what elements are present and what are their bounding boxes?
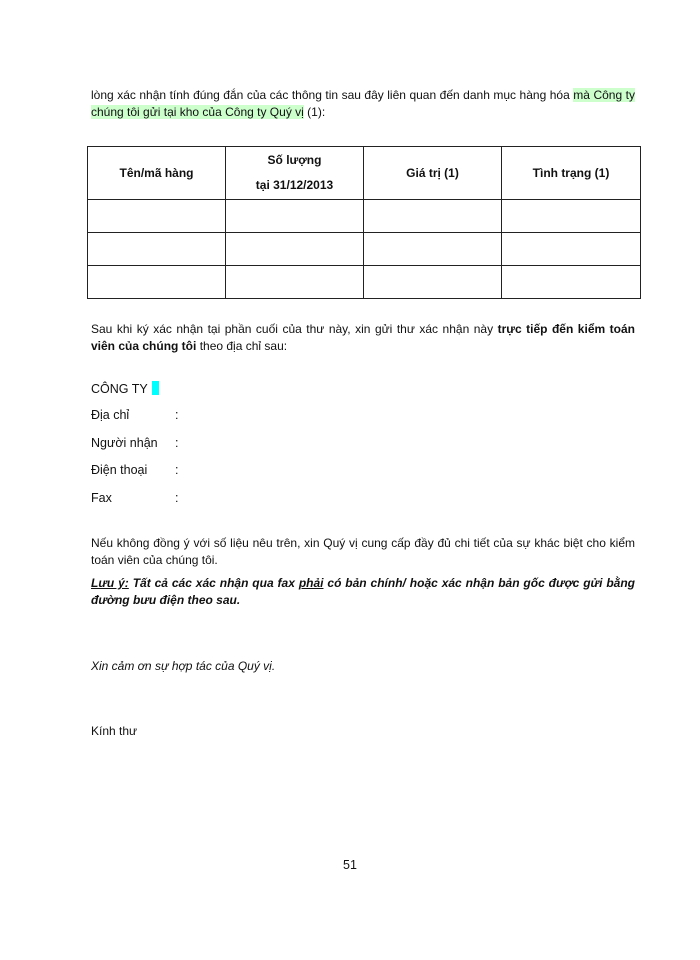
intro-paragraph xyxy=(91,87,635,121)
table-cell xyxy=(88,266,226,299)
recipient-field-row xyxy=(91,436,178,450)
goods-table xyxy=(87,146,641,299)
table-row xyxy=(88,233,641,266)
instruction-text-end: theo địa chỉ sau: xyxy=(196,339,288,353)
page-number: 51 xyxy=(343,858,357,872)
recipient-label: Người nhận xyxy=(91,436,158,450)
address-separator: : xyxy=(175,408,179,422)
header-quantity-line2: tại 31/12/2013 xyxy=(255,178,334,192)
company-line xyxy=(91,381,159,396)
phone-label: Điện thoại xyxy=(91,463,148,477)
table-row xyxy=(88,200,641,233)
note-label: Lưu ý: xyxy=(91,576,129,590)
fax-separator: : xyxy=(175,491,179,505)
table-row xyxy=(88,266,641,299)
fax-label: Fax xyxy=(91,491,112,505)
table-header-row xyxy=(88,147,641,200)
company-label: CÔNG TY xyxy=(91,382,148,396)
note-text-end: có bản chính/ hoặc xác nhận bản gốc được gửi bằng đường bưu điện theo sau. xyxy=(91,576,636,607)
table-cell xyxy=(226,233,364,266)
address-label: Địa chỉ xyxy=(91,408,130,422)
phone-separator: : xyxy=(175,463,179,477)
company-name-highlight xyxy=(152,381,159,395)
intro-highlighted-text: mà Công ty chúng tôi gửi tại kho của Công ty Quý vị xyxy=(91,88,635,119)
address-field-row xyxy=(91,408,178,422)
header-quantity xyxy=(226,147,364,200)
table-cell xyxy=(88,200,226,233)
fax-field-row xyxy=(91,491,178,505)
recipient-separator: : xyxy=(175,436,179,450)
thanks-line: Xin cảm ơn sự hợp tác của Quý vị. xyxy=(91,659,276,673)
header-value: Giá trị (1) xyxy=(364,147,502,200)
header-quantity-line1: Số lượng xyxy=(267,153,322,167)
table-cell xyxy=(226,266,364,299)
note-paragraph xyxy=(91,575,635,609)
note-text: Tất cả các xác nhận qua fax xyxy=(128,576,299,590)
table-cell xyxy=(364,233,502,266)
phone-field-row xyxy=(91,463,178,477)
closing-line: Kính thư xyxy=(91,724,138,738)
table-cell xyxy=(502,266,641,299)
table-cell xyxy=(364,200,502,233)
instruction-text: Sau khi ký xác nhận tại phần cuối của thư này, xin gửi thư xác nhận này xyxy=(91,322,498,336)
instruction-bold-text: trực tiếp đến kiểm toán viên của chúng tôi xyxy=(91,322,635,353)
table-cell xyxy=(502,233,641,266)
header-item-code: Tên/mã hàng xyxy=(88,147,226,200)
table-cell xyxy=(226,200,364,233)
table-cell xyxy=(364,266,502,299)
disagreement-paragraph: Nếu không đồng ý với số liệu nêu trên, xin Quý vị cung cấp đầy đủ chi tiết của sự khác biệt cho kiểm toán viên của chúng tôi. xyxy=(91,536,635,567)
note-must-underlined: phải xyxy=(298,576,324,590)
header-status: Tình trạng (1) xyxy=(502,147,641,200)
table-cell xyxy=(502,200,641,233)
table-cell xyxy=(88,233,226,266)
instruction-paragraph xyxy=(91,321,635,355)
intro-text-end: (1): xyxy=(303,105,326,119)
intro-text: lòng xác nhận tính đúng đắn của các thông tin sau đây liên quan đến danh mục hàng hóa xyxy=(91,88,574,102)
